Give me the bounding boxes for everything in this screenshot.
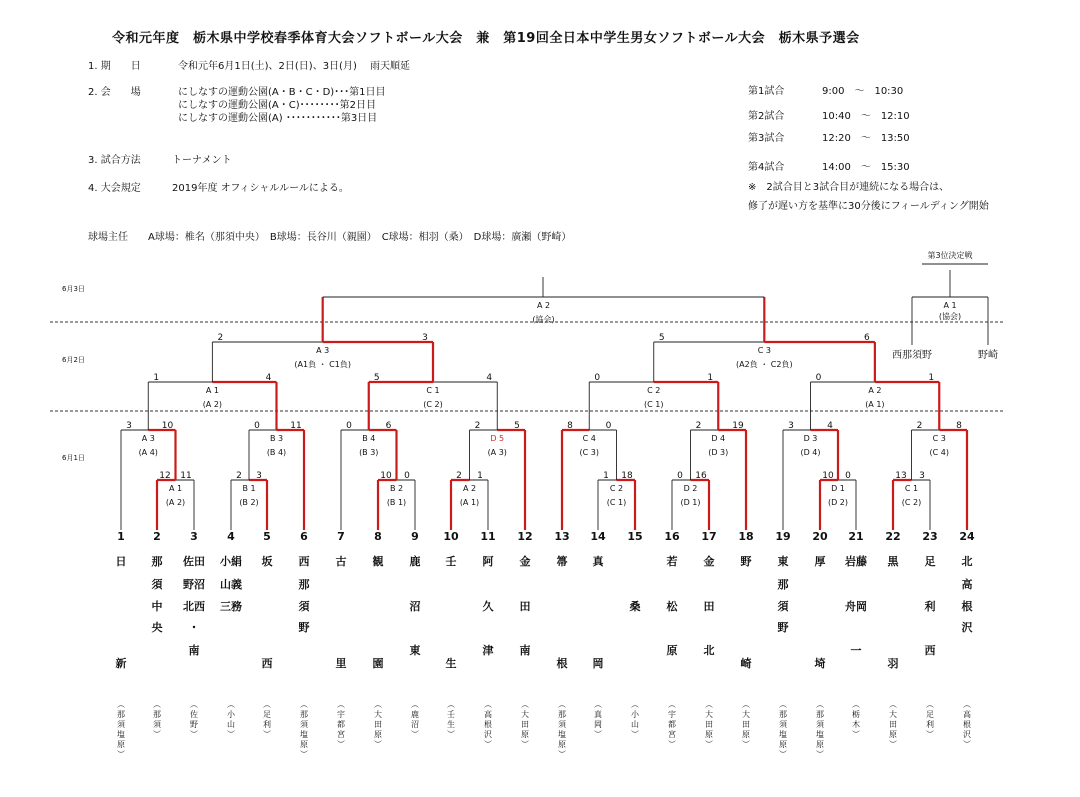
match-note: (D 4) [800, 448, 821, 457]
score-left: 12 [159, 471, 171, 481]
team-name-char: 新 [115, 657, 127, 670]
team-name-char: 東 [777, 555, 789, 568]
match-court: C 1 [426, 386, 440, 395]
match-court: B 2 [389, 484, 404, 493]
info-value: 令和元年6月1日(土)、2日(日)、3日(月) 雨天順延 [178, 61, 411, 72]
team-name-char: 須 [151, 578, 163, 591]
team-name-char: 根 [961, 600, 973, 613]
score-left: 2 [916, 421, 923, 431]
team-number: 6 [300, 530, 308, 543]
match-court: A 1 [168, 484, 183, 493]
schedule-time: 9:00 ～ 10:30 [822, 86, 904, 97]
team-city: ︵ 真 岡 ︶ [594, 700, 602, 739]
score-left: 2 [474, 421, 481, 431]
team-number: 20 [812, 530, 828, 543]
match-note: (D 1) [680, 498, 701, 507]
match-note: (B 2) [239, 498, 259, 507]
score-left: 0 [677, 471, 683, 481]
team-name-char: 央 [151, 621, 163, 634]
team-name-char: 壬 [445, 555, 457, 568]
match-court: D 4 [711, 434, 726, 443]
team-name-char: 岡 [592, 657, 604, 670]
score-right: 0 [605, 421, 612, 431]
team-name-char: 小絹 [220, 555, 242, 568]
team-name-char: 鹿 [409, 555, 421, 568]
score-right: 0 [845, 471, 851, 481]
match-court: C 3 [757, 346, 771, 355]
team-number: 24 [959, 530, 975, 543]
score-left: 1 [153, 373, 160, 383]
match-note: (A 2) [165, 498, 186, 507]
info-value: 2019年度 オフィシャルルールによる。 [172, 183, 349, 194]
team-name-char: 久 [482, 600, 494, 613]
score-right: 18 [621, 471, 633, 481]
team-name-char: 那 [298, 578, 310, 591]
team-name-char: 西 [924, 644, 936, 657]
team-name-char: 羽 [887, 657, 899, 670]
team-name-char: 田 [703, 600, 715, 613]
team-name-char: 桑 [629, 600, 641, 613]
schedule-game: 第1試合 [748, 86, 785, 97]
team-name-char: 生 [445, 657, 457, 670]
team-number: 7 [337, 530, 345, 543]
team-city: ︵ 足 利 ︶ [926, 700, 934, 739]
match-note: (C 1) [644, 400, 664, 409]
match-note: (D 2) [827, 498, 849, 507]
info-value: トーナメント [172, 155, 232, 166]
score-left: 3 [788, 421, 794, 431]
match-note: (C 1) [606, 498, 627, 507]
team-name-char: 利 [924, 600, 936, 613]
score-right: 3 [256, 471, 262, 481]
team-name-char: 崎 [740, 657, 752, 670]
schedule-note: ※ 2試合目と3試合目が連続になる場合は、 [748, 182, 950, 193]
info-label: 4. 大会規定 [88, 183, 141, 194]
match-court: C 4 [582, 434, 596, 443]
team-name-char: 北 [703, 644, 715, 657]
score-left: 2 [456, 471, 462, 481]
score-right: 6 [864, 333, 870, 343]
team-number: 12 [517, 530, 533, 543]
score-right: 3 [422, 333, 428, 343]
team-number: 18 [738, 530, 754, 543]
team-number: 23 [922, 530, 938, 543]
team-city: ︵ 高 根 沢 ︶ [484, 700, 492, 749]
schedule-game: 第2試合 [748, 111, 785, 122]
team-name-char: 西 [261, 657, 273, 670]
day-label: 6月2日 [62, 356, 85, 364]
team-name-char: 岩藤 [845, 555, 867, 568]
match-note: (A2負 ・ C2負) [736, 360, 793, 369]
schedule-game: 第4試合 [748, 162, 785, 173]
score-right: 1 [707, 373, 714, 383]
schedule-time: 12:20 ～ 13:50 [822, 133, 910, 144]
score-left: 5 [373, 373, 380, 383]
score-right: 5 [514, 421, 520, 431]
team-name-char: 若 [666, 555, 678, 568]
third-place-title: 第3位決定戦 [927, 251, 973, 260]
team-name-char: 黒 [887, 555, 899, 568]
match-note: (A1負 ・ C1負) [294, 360, 351, 369]
team-city: ︵ 大 田 原 ︶ [521, 700, 529, 749]
team-number: 14 [590, 530, 606, 543]
score-left: 13 [895, 471, 907, 481]
team-name-char: 野 [740, 555, 752, 568]
team-city: ︵ 那 須 塩 原 ︶ [558, 700, 566, 759]
team-city: ︵ 足 利 ︶ [263, 700, 271, 739]
score-right: 8 [956, 421, 962, 431]
score-left: 0 [254, 421, 260, 431]
score-right: 1 [477, 471, 483, 481]
team-number: 10 [443, 530, 459, 543]
final-note: (協会) [532, 315, 555, 324]
team-name-char: 西 [298, 555, 310, 568]
score-left: 0 [815, 373, 822, 383]
score-left: 2 [217, 333, 224, 343]
team-name-char: 山義 [220, 578, 242, 591]
team-name-char: 阿 [482, 555, 494, 568]
score-right: 0 [404, 471, 410, 481]
team-name-char: 原 [666, 644, 678, 657]
score-left: 0 [594, 373, 601, 383]
score-right: 3 [919, 471, 925, 481]
team-name-char: 須 [298, 600, 310, 613]
match-note: (B 1) [386, 498, 407, 507]
score-right: 4 [486, 373, 493, 383]
match-court: A 2 [462, 484, 477, 493]
score-left: 10 [822, 471, 834, 481]
match-note: (A 3) [487, 448, 507, 457]
team-name-char: 那 [151, 555, 163, 568]
score-right: 4 [827, 421, 833, 431]
team-city: ︵ 高 根 沢 ︶ [963, 700, 971, 749]
team-name-char: 高 [961, 578, 973, 591]
schedule-time: 14:00 ～ 15:30 [822, 162, 910, 173]
match-note: (B 3) [359, 448, 379, 457]
team-name-char: 三務 [220, 600, 242, 613]
match-note: (C 4) [929, 448, 949, 457]
third-place-team2: 野崎 [978, 350, 998, 361]
score-right: 19 [732, 421, 744, 431]
match-court: C 2 [647, 386, 661, 395]
score-right: 11 [290, 421, 302, 431]
team-name-char: 那 [777, 578, 789, 591]
score-right: 16 [695, 471, 707, 481]
team-number: 8 [374, 530, 382, 543]
team-city: ︵ 那 須 塩 原 ︶ [816, 700, 824, 759]
third-place-note: (協会) [938, 312, 962, 321]
day-label: 6月3日 [62, 285, 85, 293]
team-name-char: 津 [482, 644, 494, 657]
team-city: ︵ 栃 木 ︶ [852, 700, 860, 739]
team-number: 22 [885, 530, 901, 543]
team-city: ︵ 宇 都 宮 ︶ [337, 700, 345, 749]
match-court: C 1 [904, 484, 919, 493]
info-value: にしなすの運動公園(A・C)････････第2日目 [178, 100, 376, 111]
team-name-char: 坂 [261, 555, 273, 568]
match-court: A 1 [205, 386, 219, 395]
score-left: 5 [658, 333, 665, 343]
team-name-char: 埼 [814, 657, 826, 670]
match-note: (A 2) [202, 400, 223, 409]
info-label: 1. 期 日 [88, 61, 141, 72]
team-city: ︵ 鹿 沼 ︶ [411, 700, 419, 739]
team-number: 19 [775, 530, 791, 543]
team-name-char: 野 [298, 621, 310, 634]
team-number: 3 [190, 530, 198, 543]
team-number: 5 [263, 530, 271, 543]
score-right: 11 [180, 471, 192, 481]
score-right: 10 [161, 421, 174, 431]
match-court: A 3 [316, 346, 330, 355]
team-number: 17 [701, 530, 717, 543]
team-number: 21 [848, 530, 864, 543]
score-left: 2 [236, 471, 242, 481]
score-right: 1 [928, 373, 935, 383]
match-court: D 5 [490, 434, 505, 443]
team-number: 16 [664, 530, 680, 543]
team-name-char: 南 [519, 644, 531, 657]
team-name-char: 沼 [409, 600, 421, 613]
team-name-char: 野 [777, 621, 789, 634]
match-note: (C 2) [423, 400, 443, 409]
match-court: B 3 [269, 434, 284, 443]
match-court: D 3 [803, 434, 818, 443]
team-name-char: 野沼 [183, 578, 205, 591]
schedule-time: 10:40 ～ 12:10 [822, 111, 910, 122]
team-name-char: 佐田 [183, 555, 205, 568]
team-name-char: 厚 [814, 555, 826, 568]
info-value: にしなすの運動公園(A) ･･･････････第3日目 [178, 113, 378, 124]
team-name-char: 真 [592, 555, 604, 568]
team-number: 4 [227, 530, 235, 543]
team-name-char: 日 [115, 555, 127, 568]
team-name-char: 北西 [183, 600, 205, 613]
team-city: ︵ 大 田 原 ︶ [374, 700, 382, 749]
team-city: ︵ 大 田 原 ︶ [705, 700, 713, 749]
match-note: (A 4) [138, 448, 158, 457]
third-place-team1: 西那須野 [892, 350, 932, 361]
team-number: 13 [554, 530, 570, 543]
team-name-char: 一 [850, 644, 862, 657]
team-name-char: 園 [372, 657, 384, 670]
team-name-char: 松 [666, 600, 678, 613]
page-title: 令和元年度 栃木県中学校春季体育大会ソフトボール大会 兼 第19回全日本中学生男女ソフトボール大会 栃木県予選会 [112, 31, 860, 46]
match-court: D 1 [831, 484, 845, 493]
team-name-char: 沢 [961, 621, 973, 634]
team-name-char: 金 [703, 555, 715, 568]
team-city: ︵ 大 田 原 ︶ [742, 700, 750, 749]
team-name-char: 観 [372, 555, 384, 568]
match-court: B 4 [362, 434, 376, 443]
match-court: A 2 [868, 386, 882, 395]
team-name-char: 南 [188, 644, 200, 657]
match-court: B 1 [242, 484, 256, 493]
team-city: ︵ 小 山 ︶ [227, 700, 235, 739]
team-name-char: 里 [335, 657, 347, 670]
info-value: にしなすの運動公園(A・B・C・D)･･･第1日目 [178, 87, 386, 98]
team-number: 1 [117, 530, 125, 543]
score-left: 10 [380, 471, 392, 481]
match-court: C 3 [932, 434, 946, 443]
match-note: (D 3) [708, 448, 729, 457]
team-city: ︵ 小 山 ︶ [631, 700, 639, 739]
match-court: A 3 [141, 434, 155, 443]
score-right: 4 [265, 373, 272, 383]
match-court: C 2 [609, 484, 624, 493]
team-city: ︵ 那 須 塩 原 ︶ [117, 700, 125, 759]
team-city: ︵ 那 須 塩 原 ︶ [300, 700, 308, 759]
final-court: A 2 [536, 301, 551, 310]
team-city: ︵ 大 田 原 ︶ [889, 700, 897, 749]
team-number: 9 [411, 530, 419, 543]
info-label: 3. 試合方法 [88, 155, 141, 166]
score-right: 6 [385, 421, 392, 431]
team-name-char: 舟岡 [845, 600, 867, 613]
team-name-char: ・ [188, 621, 200, 634]
score-left: 3 [126, 421, 132, 431]
team-city: ︵ 那 須 ︶ [153, 700, 161, 739]
referees-line: 球場主任 A球場：椎名（那須中央） B球場：長谷川（親園） C球場：相羽（桑） D球場：廣瀬（野崎） [88, 232, 572, 243]
team-name-char: 北 [961, 555, 973, 568]
score-left: 0 [346, 421, 352, 431]
team-city: ︵ 宇 都 宮 ︶ [668, 700, 676, 749]
team-name-char: 中 [151, 600, 163, 613]
team-name-char: 金 [519, 555, 531, 568]
team-name-char: 箒 [556, 555, 568, 568]
match-note: (B 4) [266, 448, 287, 457]
match-note: (C 2) [901, 498, 922, 507]
team-name-char: 田 [519, 600, 531, 613]
team-name-char: 東 [409, 644, 421, 657]
team-name-char: 足 [924, 555, 936, 568]
third-place-court: A 1 [943, 301, 957, 310]
schedule-note: 修了が遅い方を基準に30分後にフィールディング開始 [748, 201, 989, 212]
team-city: ︵ 佐 野 ︶ [190, 700, 198, 739]
match-court: D 2 [683, 484, 698, 493]
info-label: 2. 会 場 [88, 87, 141, 98]
score-left: 2 [695, 421, 702, 431]
schedule-game: 第3試合 [748, 133, 785, 144]
team-name-char: 根 [556, 657, 568, 670]
score-left: 8 [567, 421, 573, 431]
team-number: 2 [153, 530, 161, 543]
team-number: 15 [627, 530, 643, 543]
team-name-char: 古 [335, 555, 347, 568]
day-label: 6月1日 [62, 454, 85, 462]
team-name-char: 須 [777, 600, 789, 613]
team-city: ︵ 壬 生 ︶ [447, 700, 455, 739]
score-left: 1 [603, 471, 609, 481]
team-city: ︵ 那 須 塩 原 ︶ [779, 700, 787, 759]
match-note: (A 1) [459, 498, 480, 507]
team-number: 11 [480, 530, 496, 543]
match-note: (A 1) [865, 400, 885, 409]
match-note: (C 3) [579, 448, 599, 457]
